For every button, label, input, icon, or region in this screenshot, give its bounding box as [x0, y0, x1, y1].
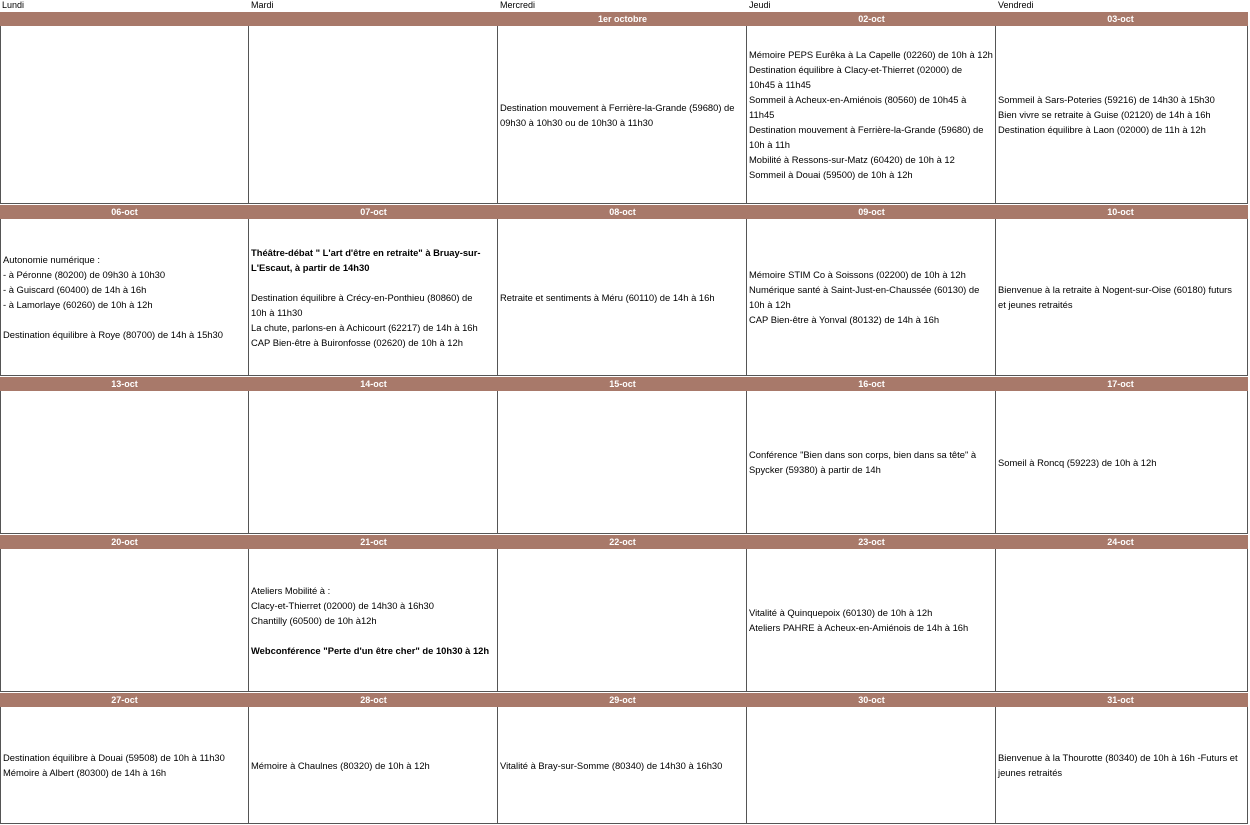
event-line: Sommeil à Acheux-en-Amiénois (80560) de 10h45 à [749, 94, 967, 105]
date-label: 30-oct [858, 695, 885, 705]
date-label: 31-oct [1107, 695, 1134, 705]
day-cell [747, 391, 996, 534]
event-list [498, 100, 737, 130]
event-list [498, 758, 724, 773]
day-header-thursday: Jeudi [749, 0, 771, 10]
event-list [747, 605, 970, 635]
event-list [996, 455, 1158, 470]
date-label: 02-oct [858, 14, 885, 24]
event-line: Autonomie numérique : [3, 254, 100, 265]
date-label: 13-oct [111, 379, 138, 389]
date-label: 10-oct [1107, 207, 1134, 217]
date-label: 22-oct [609, 537, 636, 547]
event-line: Retraite et sentiments à Méru (60110) de 14h à 16h [500, 291, 715, 303]
date-label [249, 12, 498, 26]
day-cell [249, 549, 498, 692]
day-cell [0, 707, 249, 824]
day-cell [249, 707, 498, 824]
day-cell [996, 391, 1248, 534]
event-line: Sommeil à Douai (59500) de 10h à 12h [749, 169, 913, 180]
date-label: 21-oct [360, 537, 387, 547]
event-line: Webconférence "Perte d'un être cher" de 10h30 à 12h [251, 644, 490, 656]
event-line: Destination équilibre à Roye (80700) de 14h à 15h30 [3, 329, 223, 340]
day-cell [498, 219, 747, 376]
event-list [1, 750, 227, 780]
day-cell [747, 707, 996, 824]
date-label: 09-oct [858, 207, 885, 217]
event-line: Destination équilibre à Laon (02000) de 11h à 12h [998, 124, 1206, 135]
event-line: Ateliers PAHRE à Acheux-en-Amiénois de 14h à 16h [749, 622, 969, 633]
event-line: 10h à 11h [749, 139, 791, 150]
day-cell [498, 707, 747, 824]
day-cell [0, 549, 249, 692]
event-line: Conférence "Bien dans son corps, bien dans sa tête" à [749, 449, 977, 460]
event-line: CAP Bien-être à Buironfosse (02620) de 10h à 12h [251, 336, 463, 348]
event-list [1, 252, 225, 342]
week-date-band [0, 377, 1248, 391]
day-cell [0, 219, 249, 376]
date-label: 1er octobre [597, 14, 648, 24]
date-label: 03-oct [1107, 14, 1134, 24]
event-line: 09h30 à 10h30 ou de 10h30 à 11h30 [500, 116, 654, 128]
event-line: Mémoire à Albert (80300) de 14h à 16h [3, 767, 167, 778]
event-list [747, 267, 981, 327]
blank-line [3, 312, 223, 327]
day-cell [747, 26, 996, 204]
event-line: Mémoire à Chaulnes (80320) de 10h à 12h [251, 759, 430, 771]
day-cell [996, 707, 1248, 824]
event-list [249, 245, 483, 350]
day-cell [249, 26, 498, 204]
date-label: 20-oct [111, 537, 138, 547]
event-list [996, 282, 1234, 312]
event-line: Vitalité à Bray-sur-Somme (80340) de 14h30 à 16h30 [500, 759, 723, 771]
blank-line [251, 628, 489, 643]
event-list [498, 290, 717, 305]
event-line: Bienvenue à la Thourotte (80340) de 10h à 16h -Futurs et [998, 752, 1238, 763]
event-line: 10h à 12h [749, 299, 791, 310]
event-line: 10h45 à 11h45 [749, 79, 811, 90]
event-line: Destination équilibre à Clacy-et-Thierret (02000) de [749, 64, 963, 75]
event-list [249, 583, 491, 658]
event-line: Mémoire PEPS Eurêka à La Capelle (02260) de 10h à 12h [749, 49, 993, 60]
event-line: Théâtre-débat " L'art d'être en retraite" à Bruay-sur- [251, 246, 481, 258]
day-cell [498, 391, 747, 534]
day-cell [996, 26, 1248, 204]
day-header-tuesday: Mardi [251, 0, 274, 10]
event-line: Ateliers Mobilité à : [251, 584, 331, 596]
date-label: 16-oct [858, 379, 885, 389]
event-list [249, 758, 432, 773]
event-list [747, 47, 995, 182]
event-line: Mémoire STIM Co à Soissons (02200) de 10h à 12h [749, 269, 966, 280]
event-line: Destination mouvement à Ferrière-la-Grande (59680) de [749, 124, 984, 135]
event-line: CAP Bien-être à Yonval (80132) de 14h à 16h [749, 314, 940, 325]
date-label: 17-oct [1107, 379, 1134, 389]
day-cell [249, 391, 498, 534]
day-cell [747, 549, 996, 692]
event-line: Vitalité à Quinquepoix (60130) de 10h à 12h [749, 607, 933, 618]
event-list [747, 447, 978, 477]
week-date-band [0, 12, 1248, 26]
day-cell [498, 549, 747, 692]
blank-line [251, 275, 481, 290]
event-line: - à Péronne (80200) de 09h30 à 10h30 [3, 269, 166, 280]
event-line: Chantilly (60500) de 10h à12h [251, 614, 377, 626]
event-line: Destination équilibre à Douai (59508) de 10h à 11h30 [3, 752, 225, 763]
date-label: 28-oct [360, 695, 387, 705]
date-label: 29-oct [609, 695, 636, 705]
day-cell [996, 219, 1248, 376]
event-line: Mobilité à Ressons-sur-Matz (60420) de 10h à 12 [749, 154, 955, 165]
day-header-wednesday: Mercredi [500, 0, 536, 10]
week-date-band [0, 205, 1248, 219]
event-line: 11h45 [749, 109, 775, 120]
event-line: Spycker (59380) à partir de 14h [749, 464, 881, 475]
event-line: Bien vivre se retraite à Guise (02120) de 14h à 16h [998, 109, 1211, 120]
event-line: 10h à 11h30 [251, 306, 303, 318]
date-label [0, 12, 249, 26]
day-cell [498, 26, 747, 204]
event-line: Someil à Roncq (59223) de 10h à 12h [998, 456, 1157, 468]
event-line: Numérique santé à Saint-Just-en-Chaussée (60130) de [749, 284, 980, 295]
day-cell [249, 219, 498, 376]
event-line: L'Escaut, à partir de 14h30 [251, 261, 370, 273]
date-label: 24-oct [1107, 537, 1134, 547]
event-line: La chute, parlons-en à Achicourt (62217) de 14h à 16h [251, 321, 478, 333]
day-cell [996, 549, 1248, 692]
event-line: Destination équilibre à Crécy-en-Ponthieu (80860) de [251, 291, 473, 303]
date-label: 15-oct [609, 379, 636, 389]
event-list [996, 750, 1240, 780]
day-header-monday: Lundi [2, 0, 25, 10]
event-list [996, 92, 1217, 137]
day-header-friday: Vendredi [998, 0, 1034, 10]
date-label: 27-oct [111, 695, 138, 705]
event-line: et jeunes retraités [998, 299, 1073, 310]
event-line: jeunes retraités [998, 767, 1063, 778]
day-cell [0, 26, 249, 204]
event-line: Clacy-et-Thierret (02000) de 14h30 à 16h30 [251, 599, 434, 611]
date-label: 14-oct [360, 379, 387, 389]
date-label: 06-oct [111, 207, 138, 217]
event-line: Sommeil à Sars-Poteries (59216) de 14h30 à 15h30 [998, 94, 1215, 105]
event-line: - à Guiscard (60400) de 14h à 16h [3, 284, 147, 295]
date-label: 07-oct [360, 207, 387, 217]
week-date-band [0, 693, 1248, 707]
day-cell [747, 219, 996, 376]
event-line: - à Lamorlaye (60260) de 10h à 12h [3, 299, 153, 310]
event-line: Bienvenue à la retraite à Nogent-sur-Oise (60180) futurs [998, 284, 1232, 295]
date-label: 23-oct [858, 537, 885, 547]
day-cell [0, 391, 249, 534]
event-line: Destination mouvement à Ferrière-la-Grande (59680) de [500, 101, 735, 113]
week-date-band [0, 535, 1248, 549]
date-label: 08-oct [609, 207, 636, 217]
